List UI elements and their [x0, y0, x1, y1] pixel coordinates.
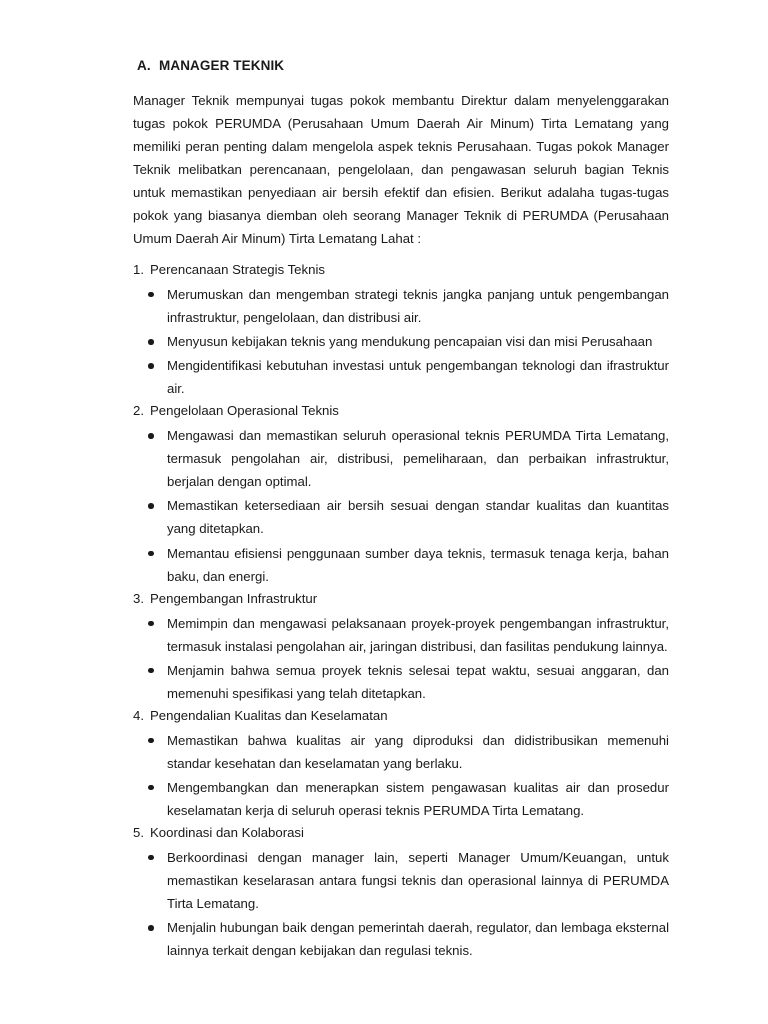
bullet-item: [133, 916, 669, 962]
bullet-item: [133, 846, 669, 915]
section-title-text: Koordinasi dan Kolaborasi: [150, 824, 304, 840]
section-number: 5.: [133, 824, 144, 840]
bullet-dot-icon: [148, 668, 154, 674]
section-title-text: Pengendalian Kualitas dan Keselamatan: [150, 707, 388, 723]
bullet-text: Memimpin dan mengawasi pelaksanaan proyek-proyek pengembangan infrastruktur, termasuk instalasi pengolahan air, jaringan distribusi, dan fasilitas pendukung lainnya.: [167, 615, 669, 654]
bullet-dot-icon: [148, 551, 154, 557]
bullet-item: [133, 424, 669, 493]
duty-section: [133, 400, 669, 587]
bullet-dot-icon: [148, 339, 154, 345]
bullet-dot-icon: [148, 785, 154, 791]
bullet-list: [133, 612, 669, 705]
bullet-item: [133, 542, 669, 588]
bullet-text: Merumuskan dan mengemban strategi teknis jangka panjang untuk pengembangan infrastruktur, pengelolaan, dan distribusi air.: [167, 286, 669, 325]
duty-section: [133, 705, 669, 822]
duty-section: [133, 588, 669, 705]
intro-paragraph: Manager Teknik mempunyai tugas pokok membantu Direktur dalam menyelenggarakan tugas pokok PERUMDA (Perusahaan Umum Daerah Air Minum) Tirta Lematang yang memiliki peran penting dalam mengelola aspek teknis Perusahaan. Tugas pokok Manager Teknik melibatkan perencanaan, pengelolaan, dan pengawasan seluruh bagian Teknis untuk memastikan penyediaan air bersih efektif dan efisien. Berikut adalaha tugas-tugas pokok yang biasanya diemban oleh seorang Manager Teknik di PERUMDA (Perusahaan Umum Daerah Air Minum) Tirta Lematang Lahat :: [133, 93, 669, 246]
bullet-dot-icon: [148, 855, 154, 861]
bullet-list: [133, 424, 669, 588]
bullet-text: Memastikan bahwa kualitas air yang diproduksi dan didistribusikan memenuhi standar kesehatan dan keselamatan yang berlaku.: [167, 732, 669, 771]
heading-letter: A.: [137, 58, 151, 73]
duty-section-title: [133, 822, 669, 845]
bullet-item: [133, 612, 669, 658]
duty-section-title: [133, 588, 669, 611]
bullet-dot-icon: [148, 363, 154, 369]
duty-section: [133, 822, 669, 962]
bullet-item: [133, 283, 669, 329]
bullet-item: [133, 354, 669, 400]
bullet-text: Memantau efisiensi penggunaan sumber daya teknis, termasuk tenaga kerja, bahan baku, dan energi.: [167, 545, 669, 584]
bullet-list: [133, 846, 669, 962]
bullet-list: [133, 729, 669, 822]
bullet-item: [133, 330, 669, 353]
heading-title: MANAGER TEKNIK: [159, 58, 285, 73]
section-number: 3.: [133, 590, 144, 606]
bullet-text: Berkoordinasi dengan manager lain, seperti Manager Umum/Keuangan, untuk memastikan keselarasan antara fungsi teknis dan operasional lainnya di PERUMDA Tirta Lematang.: [167, 849, 669, 911]
bullet-text: Mengidentifikasi kebutuhan investasi untuk pengembangan teknologi dan ifrastruktur air.: [167, 358, 669, 397]
duty-section-title: [133, 705, 669, 728]
duty-list: [133, 259, 669, 962]
bullet-dot-icon: [148, 292, 154, 298]
bullet-text: Menjalin hubungan baik dengan pemerintah daerah, regulator, dan lembaga eksternal lainnya terkait dengan kebijakan dan regulasi teknis.: [167, 920, 669, 959]
bullet-dot-icon: [148, 621, 154, 627]
bullet-dot-icon: [148, 738, 154, 744]
bullet-item: [133, 659, 669, 705]
bullet-text: Menjamin bahwa semua proyek teknis selesai tepat waktu, sesuai anggaran, dan memenuhi spesifikasi yang telah ditetapkan.: [167, 662, 669, 701]
section-title-text: Pengembangan Infrastruktur: [150, 590, 318, 606]
bullet-text: Mengembangkan dan menerapkan sistem pengawasan kualitas air dan prosedur keselamatan kerja di seluruh operasi teknis PERUMDA Tirta Lematang.: [167, 779, 669, 818]
section-number: 2.: [133, 403, 144, 419]
section-title-text: Perencanaan Strategis Teknis: [150, 262, 325, 277]
section-heading: [137, 58, 284, 73]
bullet-dot-icon: [148, 925, 154, 931]
bullet-text: Mengawasi dan memastikan seluruh operasional teknis PERUMDA Tirta Lematang, termasuk pengolahan air, distribusi, pemeliharaan, dan perbaikan infrastruktur, berjalan dengan optimal.: [167, 428, 669, 490]
duty-section-title: [133, 400, 669, 423]
section-title-text: Pengelolaan Operasional Teknis: [150, 403, 339, 419]
bullet-item: [133, 776, 669, 822]
bullet-list: [133, 283, 669, 401]
bullet-text: Menyusun kebijakan teknis yang mendukung pencapaian visi dan misi Perusahaan: [167, 334, 653, 350]
bullet-dot-icon: [148, 503, 154, 509]
bullet-text: Memastikan ketersediaan air bersih sesuai dengan standar kualitas dan kuantitas yang ditetapkan.: [167, 498, 669, 537]
bullet-item: [133, 729, 669, 775]
duty-section: [133, 259, 669, 400]
section-number: 1.: [133, 262, 144, 277]
bullet-item: [133, 494, 669, 540]
bullet-dot-icon: [148, 433, 154, 439]
duty-section-title: [133, 259, 669, 282]
section-number: 4.: [133, 707, 144, 723]
